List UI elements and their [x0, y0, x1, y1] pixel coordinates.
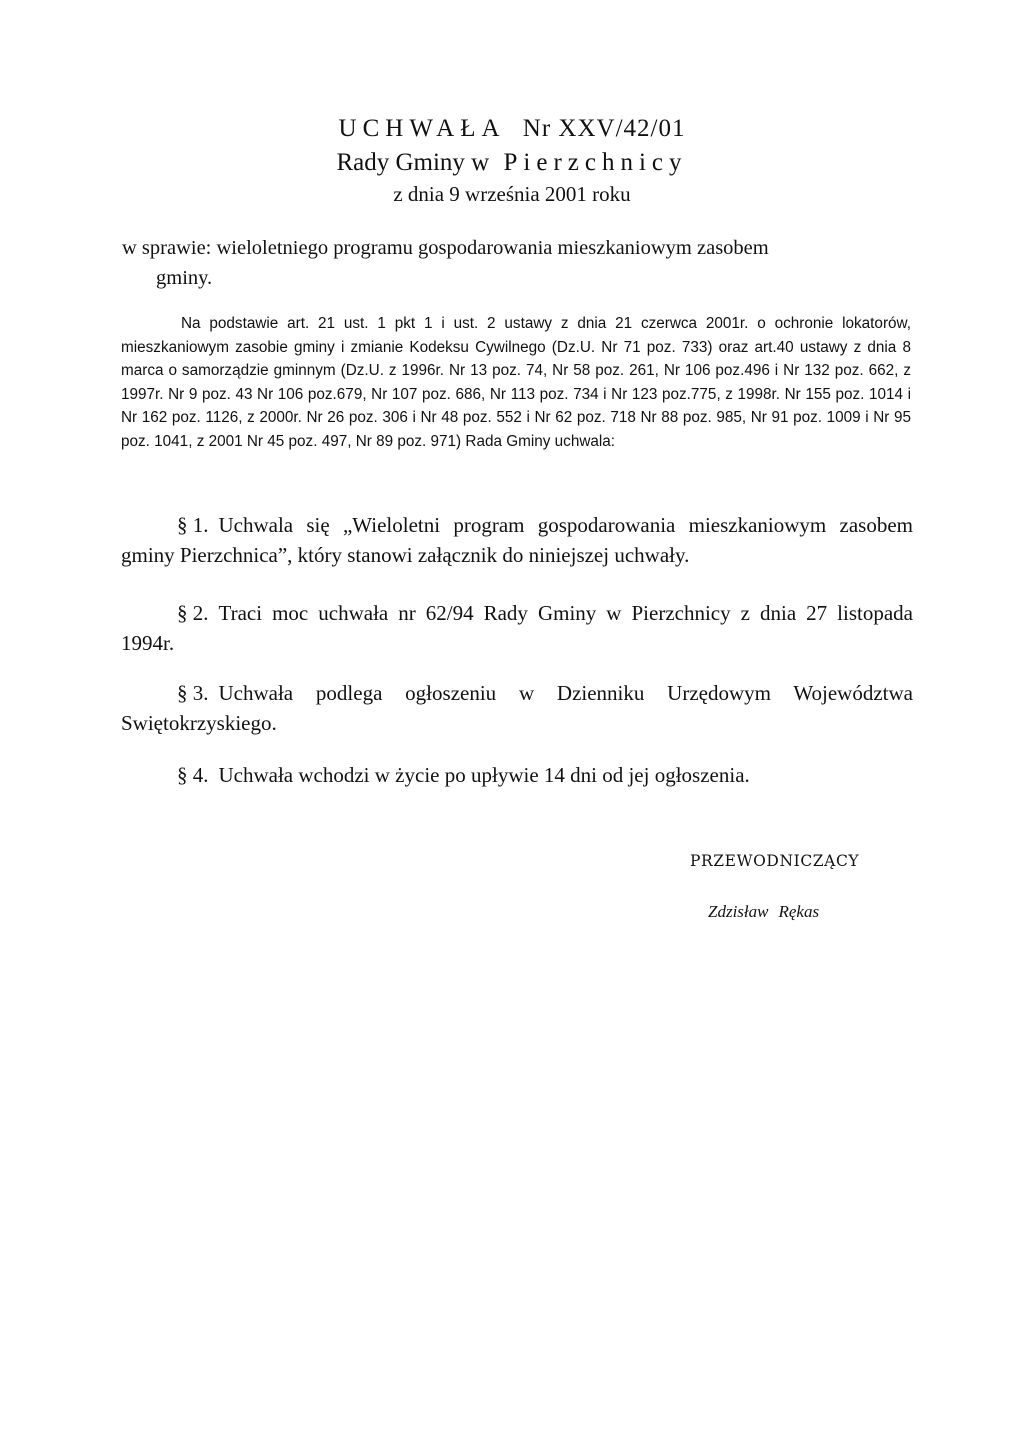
paragraph-text: Uchwała wchodzi w życie po upływie 14 dni od jej ogłoszenia.: [218, 763, 750, 787]
resolution-header: [0, 112, 1024, 208]
paragraph-mark: § 3.: [177, 681, 209, 705]
paragraph-text: Traci moc uchwała nr 62/94 Rady Gminy w Pierzchnicy z dnia 27 listopada 1994r.: [121, 601, 913, 655]
paragraph-text: Uchwala się „Wieloletni program gospodarowania mieszkaniowym zasobem gminy Pierzchnica”, który stanowi załącznik do niniejszej uchwały.: [121, 513, 913, 567]
paragraph-mark: § 2.: [177, 601, 209, 625]
council-name: [0, 146, 1024, 180]
resolution-subject: [122, 233, 912, 293]
signatory-last-name: Rękas: [778, 902, 820, 921]
paragraph-2: [121, 598, 913, 658]
resolution-number: Nr XXV/42/01: [522, 115, 686, 142]
legal-basis-text: Na podstawie art. 21 ust. 1 pkt 1 i ust. 2 ustawy z dnia 21 czerwca 2001r. o ochronie lokatorów, mieszkaniowym zasobie gminy i zmianie Kodeksu Cywilnego (Dz.U. Nr 71 poz. 733) oraz art.40 ustawy z dnia 8 marca o samorządzie gminnym (Dz.U. z 1996r. Nr 13 poz. 74, Nr 58 poz. 261, Nr 106 poz.496 i Nr 132 poz. 662, z 1997r. Nr 9 poz. 43 Nr 106 poz.679, Nr 107 poz. 686, Nr 113 poz. 734 i Nr 123 poz.775, z 1998r. Nr 155 poz. 1014 i Nr 162 poz. 1126, z 2000r. Nr 26 poz. 306 i Nr 48 poz. 552 i Nr 62 poz. 718 Nr 88 poz. 985, Nr 91 poz. 1009 i Nr 95 poz. 1041, z 2001 Nr 45 poz. 497, Nr 89 poz. 971) Rada Gminy uchwala:: [121, 315, 911, 450]
signatory-role: PRZEWODNICZĄCY: [690, 852, 860, 870]
subject-line-2: gminy.: [156, 267, 213, 289]
signatory-name: [708, 902, 819, 922]
paragraph-3: [121, 678, 913, 738]
legal-basis: [121, 312, 911, 453]
council-place: Pierzchnicy: [503, 149, 688, 176]
resolution-date: z dnia 9 września 2001 roku: [393, 182, 631, 206]
paragraph-text: Uchwała podlega ogłoszeniu w Dzienniku Urzędowym Województwa Swiętokrzyskiego.: [121, 681, 913, 735]
subject-line-1: w sprawie: wieloletniego programu gospodarowania mieszkaniowym zasobem: [122, 237, 769, 259]
resolution-title: [0, 112, 1024, 146]
title-word: UCHWAŁA: [338, 115, 506, 142]
paragraph-mark: § 1.: [177, 513, 209, 537]
paragraph-mark: § 4.: [177, 763, 209, 787]
paragraph-1: [121, 510, 913, 570]
council-prefix: Rady Gminy w: [336, 149, 490, 176]
signatory-first-name: Zdzisław: [708, 902, 769, 921]
paragraph-4: [121, 760, 913, 790]
